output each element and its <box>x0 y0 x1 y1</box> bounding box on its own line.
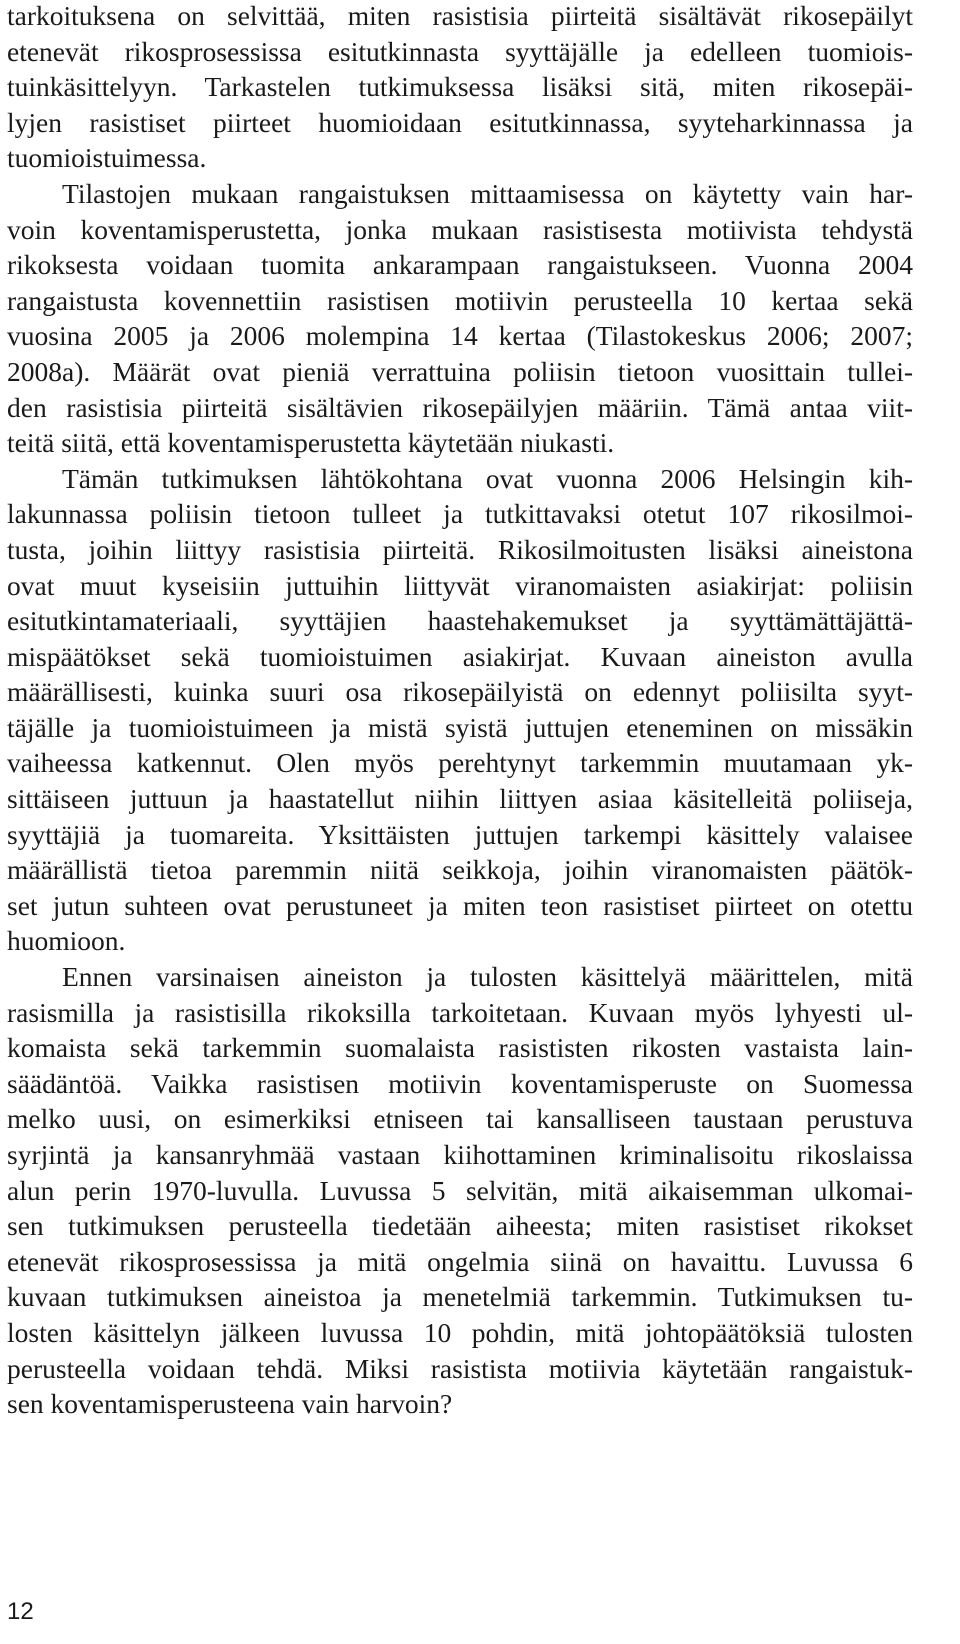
text-line: etenevät rikosprosessissa esitutkinnasta syyttäjälle ja edelleen tuomiois- <box>7 35 913 67</box>
text-line: vuosina 2005 ja 2006 molempina 14 kertaa (Tilastokeskus 2006; 2007; <box>7 320 913 352</box>
text-line: komaista sekä tarkemmin suomalaista rasististen rikosten vastaista lain- <box>7 1032 913 1064</box>
text-line: etenevät rikosprosessissa ja mitä ongelmia siinä on havaittu. Luvussa 6 <box>7 1245 913 1277</box>
text-line: lyjen rasistiset piirteet huomioidaan esitutkinnassa, syyteharkinnassa ja <box>7 106 913 138</box>
text-line: vaiheessa katkennut. Olen myös perehtynyt tarkemmin muutamaan yk- <box>7 747 913 779</box>
paragraph-start-line: Tilastojen mukaan rangaistuksen mittaamisessa on käytetty vain har- <box>62 177 913 209</box>
text-line: syrjintä ja kansanryhmää vastaan kiihottaminen kriminalisoitu rikoslaissa <box>7 1139 913 1170</box>
text-line: ovat muut kyseisiin juttuihin liittyvät viranomaisten asiakirjat: poliisin <box>7 569 913 601</box>
text-line: rasismilla ja rasistisilla rikoksilla tarkoitetaan. Kuvaan myös lyhyesti ul- <box>7 996 913 1028</box>
text-line: esitutkintamateriaali, syyttäjien haastehakemukset ja syyttämättäjättä- <box>7 605 913 637</box>
text-line: täjälle ja tuomioistuimeen ja mistä syistä juttujen eteneminen on missäkin <box>7 711 913 743</box>
paragraph-end-line: tuomioistuimessa. <box>7 142 207 174</box>
paragraph-start-line: Ennen varsinaisen aineiston ja tulosten käsittelyä määrittelen, mitä <box>62 961 913 993</box>
text-line: kuvaan tutkimuksen aineistoa ja menetelmiä tarkemmin. Tutkimuksen tu- <box>7 1281 913 1313</box>
paragraph-start-line: Tämän tutkimuksen lähtökohtana ovat vuonna 2006 Helsingin kih- <box>62 462 913 494</box>
text-line: säädäntöä. Vaikka rasistisen motiivin koventamisperuste on Suomessa <box>7 1067 913 1099</box>
text-line: lakunnassa poliisin tietoon tulleet ja tutkittavaksi otetut 107 rikosilmoi- <box>7 498 913 530</box>
text-line: losten käsittelyn jälkeen luvussa 10 pohdin, mitä johtopäätöksiä tulosten <box>7 1316 913 1348</box>
text-line: sen tutkimuksen perusteella tiedetään aiheesta; miten rasistiset rikokset <box>7 1210 913 1242</box>
text-line: tarkoituksena on selvittää, miten rasistisia piirteitä sisältävät rikosepäilyt <box>7 0 913 31</box>
text-line: syyttäjiä ja tuomareita. Yksittäisten juttujen tarkempi käsittely valaisee <box>7 818 913 850</box>
text-line: melko uusi, on esimerkiksi etniseen tai kansalliseen taustaan perustuva <box>7 1103 913 1135</box>
text-line: tuinkäsittelyyn. Tarkastelen tutkimuksessa lisäksi sitä, miten rikosepäi- <box>7 71 913 103</box>
body-text <box>7 0 913 1422</box>
text-line: den rasistisia piirteitä sisältävien rikosepäilyjen määriin. Tämä antaa viit- <box>7 391 913 423</box>
text-line: rikoksesta voidaan tuomita ankarampaan rangaistukseen. Vuonna 2004 <box>7 249 913 281</box>
text-line: voin koventamisperustetta, jonka mukaan rasistisesta motiivista tehdystä <box>7 213 913 245</box>
text-line: määrällisesti, kuinka suuri osa rikosepäilyistä on edennyt poliisilta syyt- <box>7 676 913 708</box>
text-line: tusta, joihin liittyy rasistisia piirteitä. Rikosilmoitusten lisäksi aineistona <box>7 533 913 565</box>
text-line: rangaistusta kovennettiin rasistisen motiivin perusteella 10 kertaa sekä <box>7 284 913 316</box>
text-line: alun perin 1970-luvulla. Luvussa 5 selvitän, mitä aikaisemman ulkomai- <box>7 1174 913 1206</box>
text-line: 2008a). Määrät ovat pieniä verrattuina poliisin tietoon vuosittain tullei- <box>7 355 913 387</box>
text-line: mispäätökset sekä tuomioistuimen asiakirjat. Kuvaan aineiston avulla <box>7 640 913 672</box>
paragraph-end-line: teitä siitä, että koventamisperustetta käytetään niukasti. <box>7 427 615 459</box>
paragraph-end-line: sen koventamisperusteena vain harvoin? <box>7 1388 453 1420</box>
text-line: perusteella voidaan tehdä. Miksi rasistista motiivia käytetään rangaistuk- <box>7 1352 913 1384</box>
text-line: set jutun suhteen ovat perustuneet ja miten teon rasistiset piirteet on otettu <box>7 889 913 921</box>
text-line: määrällistä tietoa paremmin niitä seikkoja, joihin viranomaisten päätök- <box>7 854 913 886</box>
text-line: sittäiseen juttuun ja haastatellut niihin liittyen asiaa käsitelleitä poliiseja, <box>7 783 913 815</box>
paragraph-end-line: huomioon. <box>7 925 126 957</box>
page-number: 12 <box>7 1598 34 1625</box>
